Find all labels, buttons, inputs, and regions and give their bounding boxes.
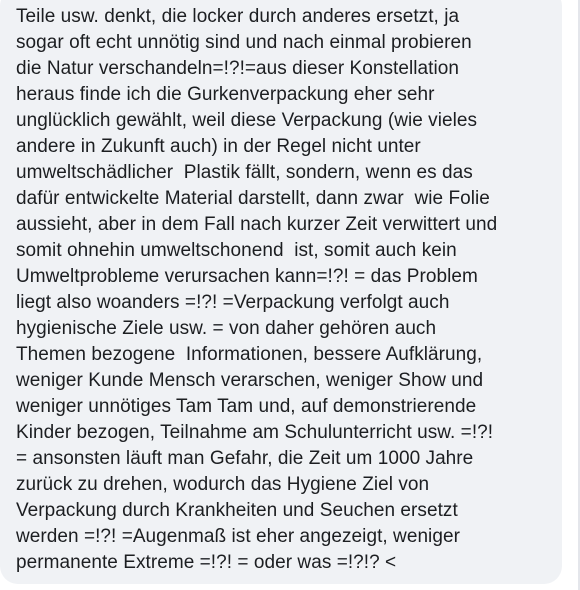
comment-line: zurück zu drehen, wodurch das Hygiene Ziel von (16, 474, 430, 495)
comment-line: werden =!?! =Augenmaß ist eher angezeigt, weniger (16, 526, 460, 547)
comment-line: weniger Kunde Mensch verarschen, weniger Show und (16, 370, 484, 391)
comment-line: Themen bezogene Informationen, bessere Aufklärung, (16, 344, 483, 365)
comment-line: weniger unnötiges Tam Tam und, auf demonstrierende (16, 396, 477, 417)
comment-text (16, 4, 550, 576)
comment-line: dafür entwickelte Material darstellt, dann zwar wie Folie (16, 188, 490, 209)
comment-line: hygienische Ziele usw. = von daher gehören auch (16, 318, 437, 339)
comment-line: sogar oft echt unnötig sind und nach einmal probieren (16, 32, 472, 53)
comment-line: liegt also woanders =!?! =Verpackung verfolgt auch (16, 292, 450, 313)
comment-line: Teile usw. denkt, die locker durch anderes ersetzt, ja (16, 6, 460, 27)
comment-line: unglücklich gewählt, weil diese Verpackung (wie vieles (16, 110, 478, 131)
comment-line: somit ohnehin umweltschonend ist, somit auch kein (16, 240, 457, 261)
comment-line: heraus finde ich die Gurkenverpackung eher sehr (16, 84, 435, 105)
comment-line: andere in Zukunft auch) in der Regel nicht unter (16, 136, 421, 157)
comment-line: Kinder bezogen, Teilnahme am Schulunterricht usw. =!?! (16, 422, 494, 443)
comment-line: die Natur verschandeln=!?!=aus dieser Konstellation (16, 58, 459, 79)
comment-line: Umweltprobleme verursachen kann=!?! = das Problem (16, 266, 478, 287)
comment-line: Verpackung durch Krankheiten und Seuchen ersetzt (16, 500, 458, 521)
comment-line: umweltschädlicher Plastik fällt, sondern, wenn es das (16, 162, 473, 183)
comment-line: aussieht, aber in dem Fall nach kurzer Zeit verwittert und (16, 214, 498, 235)
comment-line: permanente Extreme =!?! = oder was =!?!? < (16, 552, 397, 573)
comment-line: = ansonsten läuft man Gefahr, die Zeit um 1000 Jahre (16, 448, 474, 469)
